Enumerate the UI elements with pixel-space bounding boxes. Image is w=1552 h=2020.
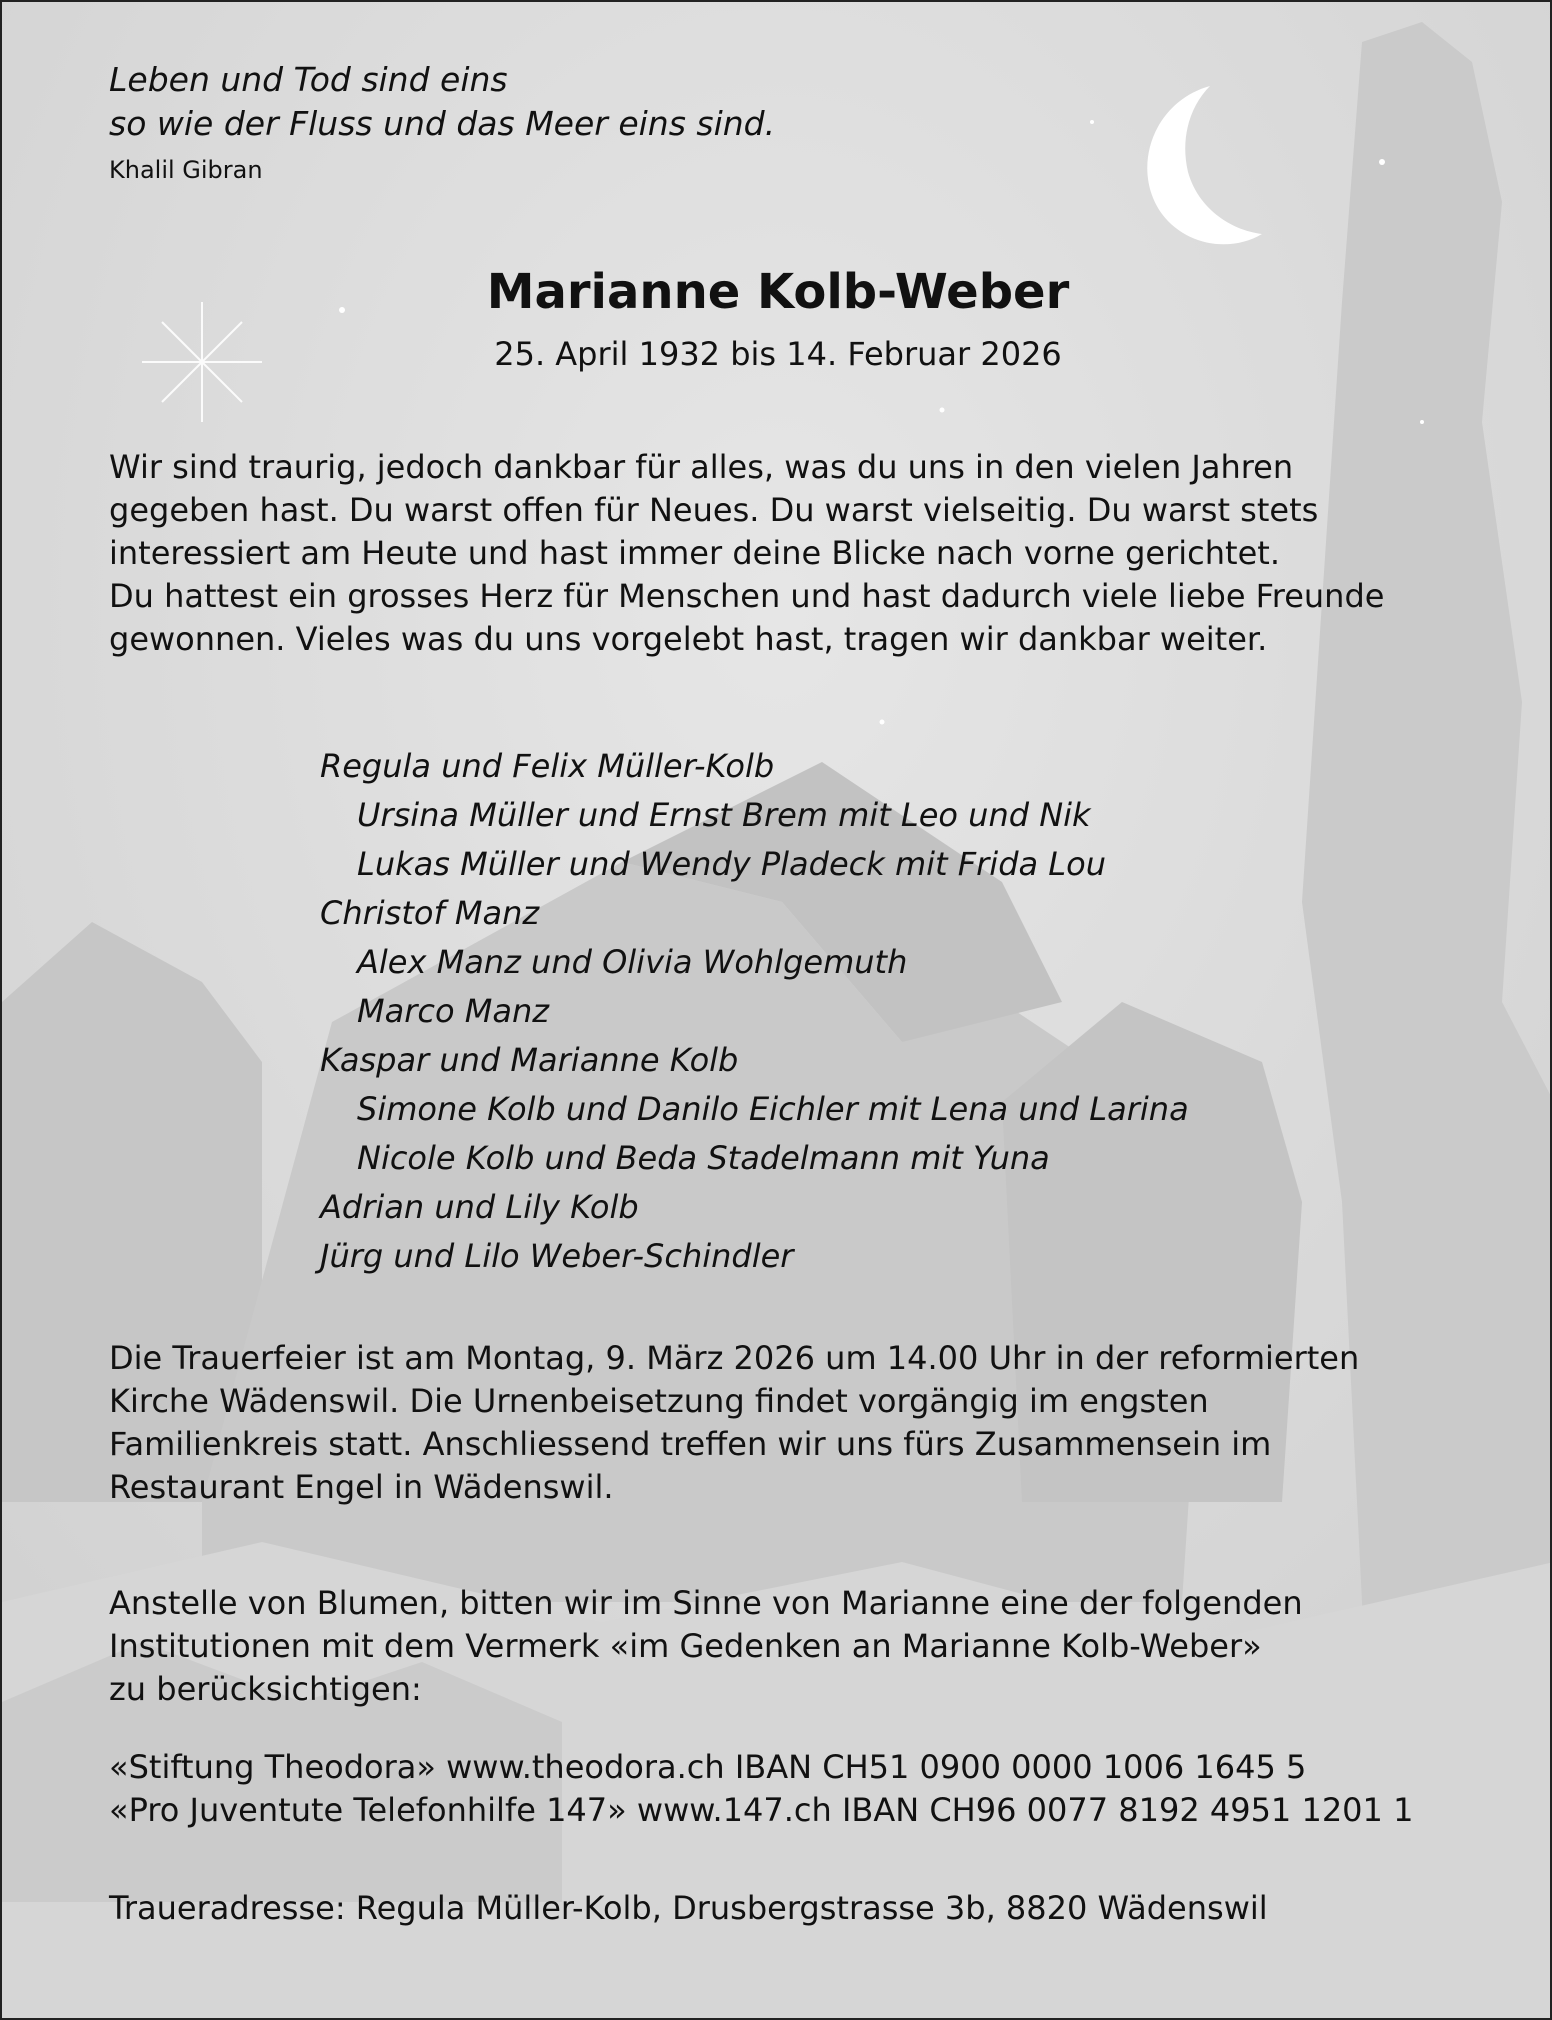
notice-content	[2, 2, 1552, 2020]
tribute-text	[109, 446, 1529, 661]
tribute-line: Wir sind traurig, jedoch dankbar für alles, was du uns in den vielen Jahren	[109, 448, 1294, 486]
service-line: Die Trauerfeier ist am Montag, 9. März 2026 um 14.00 Uhr in der reformierten	[109, 1339, 1360, 1377]
donation-line: zu berücksichtigen:	[109, 1670, 422, 1708]
family-list	[320, 742, 1189, 1281]
donation-accounts	[109, 1746, 1413, 1832]
tribute-line: Du hattest ein grosses Herz für Menschen und hast dadurch viele liebe Freunde	[109, 577, 1385, 615]
service-line: Kirche Wädenswil. Die Urnenbeisetzung findet vorgängig im engsten	[109, 1382, 1209, 1420]
quote-author: Khalil Gibran	[109, 156, 263, 184]
family-member: Alex Manz und Olivia Wohlgemuth	[357, 943, 908, 981]
deceased-name: Marianne Kolb-Weber	[486, 264, 1070, 320]
account-line: «Stiftung Theodora» www.theodora.ch IBAN CH51 0900 0000 1006 1645 5	[109, 1748, 1307, 1786]
family-member: Regula und Felix Müller-Kolb	[320, 747, 775, 785]
service-line: Restaurant Engel in Wädenswil.	[109, 1468, 614, 1506]
quote-line: Leben und Tod sind eins	[109, 60, 508, 99]
mourning-address: Traueradresse: Regula Müller-Kolb, Drusbergstrasse 3b, 8820 Wädenswil	[109, 1889, 1268, 1927]
tribute-line: gegeben hast. Du warst offen für Neues. Du warst vielseitig. Du warst stets	[109, 491, 1319, 529]
family-member: Nicole Kolb und Beda Stadelmann mit Yuna	[357, 1139, 1050, 1177]
service-info	[109, 1337, 1359, 1509]
family-member: Jürg und Lilo Weber-Schindler	[320, 1237, 794, 1275]
family-member: Adrian und Lily Kolb	[320, 1188, 639, 1226]
tribute-line: interessiert am Heute und hast immer deine Blicke nach vorne gerichtet.	[109, 534, 1280, 572]
life-dates: 25. April 1932 bis 14. Februar 2026	[494, 335, 1062, 373]
donation-line: Institutionen mit dem Vermerk «im Gedenken an Marianne Kolb-Weber»	[109, 1627, 1262, 1665]
tribute-line: gewonnen. Vieles was du uns vorgelebt hast, tragen wir dankbar weiter.	[109, 620, 1268, 658]
family-member: Christof Manz	[320, 894, 540, 932]
donation-line: Anstelle von Blumen, bitten wir im Sinne von Marianne eine der folgenden	[109, 1584, 1303, 1622]
family-member: Ursina Müller und Ernst Brem mit Leo und Nik	[357, 796, 1091, 834]
family-member: Kaspar und Marianne Kolb	[320, 1041, 739, 1079]
donation-request	[109, 1582, 1303, 1711]
family-member: Marco Manz	[357, 992, 550, 1030]
account-line: «Pro Juventute Telefonhilfe 147» www.147.ch IBAN CH96 0077 8192 4951 1201 1	[109, 1791, 1414, 1829]
family-member: Simone Kolb und Danilo Eichler mit Lena und Larina	[357, 1090, 1189, 1128]
family-member: Lukas Müller und Wendy Pladeck mit Frida Lou	[357, 845, 1106, 883]
quote-line: so wie der Fluss und das Meer eins sind.	[109, 104, 776, 143]
service-line: Familienkreis statt. Anschliessend treffen wir uns fürs Zusammensein im	[109, 1425, 1272, 1463]
quote	[109, 58, 775, 190]
